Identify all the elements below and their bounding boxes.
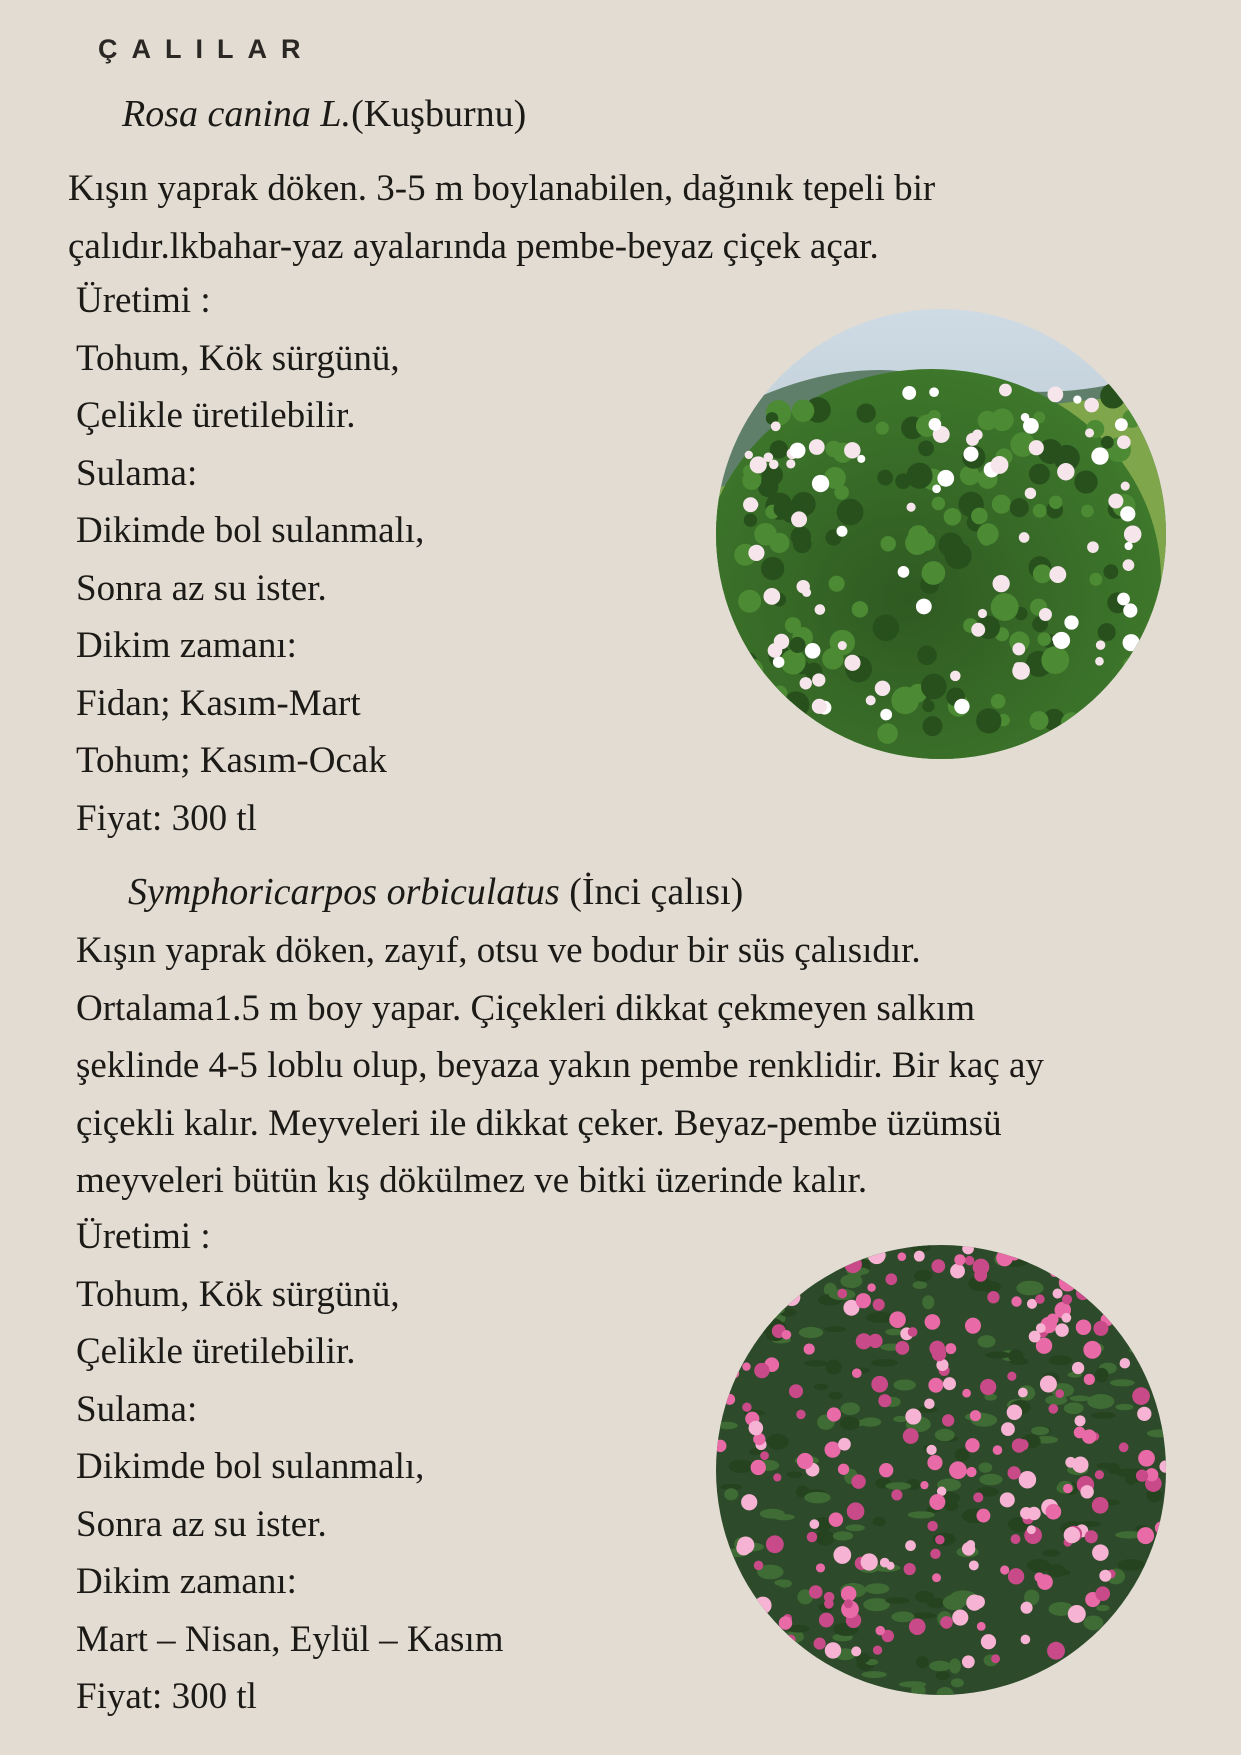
detail-line: Çelikle üretilebilir.: [76, 395, 356, 436]
description-line: Kışın yaprak döken. 3-5 m boylanabilen, dağınık tepeli bir: [68, 168, 936, 209]
detail-line: Tohum; Kasım-Ocak: [76, 740, 387, 781]
rosa-canina-photo: [716, 309, 1166, 759]
detail-line: Fidan; Kasım-Mart: [76, 682, 361, 724]
description-line: çalıdır.lkbahar-yaz ayalarında pembe-beyaz çiçek açar.: [68, 225, 879, 267]
detail-line: Sulama:: [76, 452, 198, 494]
description-line: meyveleri bütün kış dökülmez ve bitki üzerinde kalır.: [76, 1160, 868, 1201]
details-rosa-canina: [76, 272, 424, 847]
detail-line: Dikimde bol sulanmalı,: [76, 1446, 425, 1487]
description-line: Ortalama1.5 m boy yapar. Çiçekleri dikkat çekmeyen salkım: [76, 987, 976, 1029]
detail-line: Tohum, Kök sürgünü,: [76, 1273, 400, 1315]
price: Fiyat: 300 tl: [76, 1676, 257, 1717]
description-line: çiçekli kalır. Meyveleri ile dikkat çeker. Beyaz-pembe üzümsü: [76, 1102, 1002, 1144]
detail-line: Sulama:: [76, 1388, 198, 1430]
details-symphoricarpos: [76, 1208, 504, 1726]
detail-line: Dikim zamanı:: [76, 625, 297, 666]
description-line: Kışın yaprak döken, zayıf, otsu ve bodur bir süs çalısıdır.: [76, 930, 921, 971]
detail-line: Çelikle üretilebilir.: [76, 1331, 356, 1372]
species-title-symphoricarpos: [128, 870, 743, 914]
section-heading: ÇALILAR: [98, 34, 315, 64]
common-name: (İnci çalısı): [559, 871, 744, 913]
description-symphoricarpos: [76, 922, 1044, 1210]
detail-line: Sonra az su ister.: [76, 1503, 327, 1545]
detail-line: Dikimde bol sulanmalı,: [76, 510, 425, 551]
symphoricarpos-photo: [716, 1245, 1166, 1695]
detail-line: Üretimi :: [76, 1216, 211, 1257]
description-rosa-canina: [68, 160, 935, 275]
species-title-rosa-canina: [122, 92, 526, 136]
detail-line: Üretimi :: [76, 280, 211, 321]
detail-line: Sonra az su ister.: [76, 567, 327, 609]
detail-line: Tohum, Kök sürgünü,: [76, 337, 400, 379]
latin-name: Symphoricarpos orbiculatus: [128, 871, 560, 913]
common-name: (Kuşburnu): [351, 93, 527, 135]
detail-line: Mart – Nisan, Eylül – Kasım: [76, 1618, 504, 1660]
price: Fiyat: 300 tl: [76, 797, 257, 839]
detail-line: Dikim zamanı:: [76, 1561, 297, 1602]
latin-name: Rosa canina L.: [122, 93, 352, 135]
description-line: şeklinde 4-5 loblu olup, beyaza yakın pembe renklidir. Bir kaç ay: [76, 1045, 1044, 1086]
